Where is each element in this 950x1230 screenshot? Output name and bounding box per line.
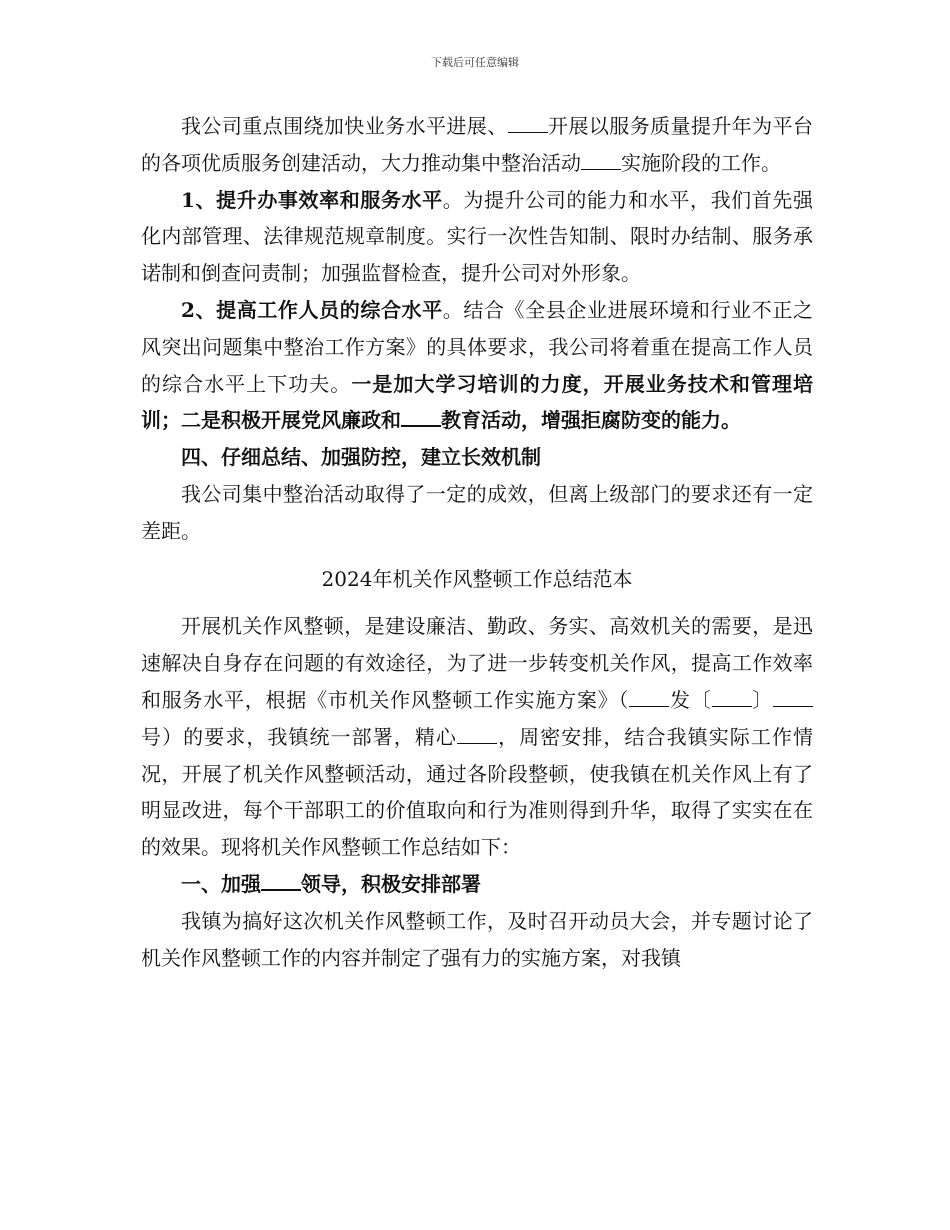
paragraph-staff: 2、提高工作人员的综合水平。结合《全县企业进展环境和行业不正之风突出问题集中整治工作方案》的具体要求，我公司将着重在提高工作人员的综合水平上下功夫。一是加大学习培训的力度，开展业务技术和管理培训；二是积极开展党风廉政和 教育活动，增强拒腐防变的能力。: [141, 297, 814, 433]
section-heading-four: 四、仔细总结、加强防控，建立长效机制: [181, 445, 541, 470]
blank-field: [773, 688, 813, 707]
paragraph-efficiency: 1、提升办事效率和服务水平。为提升公司的能力和水平，我们首先强化内部管理、法律规范规章制度。实行一次性告知制、限时办结制、服务承诺制和倒查问责制；加强监督检查，提升公司对外形象。: [141, 187, 813, 286]
document-title: 2024年机关作风整顿工作总结范本: [321, 566, 633, 591]
document-body: [141, 108, 813, 976]
blank-field: [261, 871, 301, 891]
blank-field: [508, 114, 548, 133]
paragraph-overview: 开展机关作风整顿，是建设廉洁、勤政、务实、高效机关的需要，是迅速解决自身存在问题的有效途径，为了进一步转变机关作风，提高工作效率和服务水平，根据《市机关作风整顿工作实施方案》（ 发〔 〕号）的要求，我镇统一部署，精心 ，周密安排，结合我镇实际工作情况，开展了机关作风整顿活动，通过各阶段整顿，使我镇在机关作风上有了明显改进，每个干部职工的价值取向和行为准则得到升华，取得了实实在在的效果。现将机关作风整顿工作总结如下：: [141, 614, 813, 860]
blank-field: [629, 688, 669, 707]
paragraph-mobilization: 我镇为搞好这次机关作风整顿工作，及时召开动员大会，并专题讨论了机关作风整顿工作的内容并制定了强有力的实施方案，对我镇: [141, 908, 813, 970]
page-header: 下载后可任意编辑: [431, 56, 519, 69]
paragraph-intro: 我公司重点围绕加快业务水平进展、 开展以服务质量提升年为平台的各项优质服务创建活动，大力推动集中整治活动 实施阶段的工作。: [141, 114, 814, 175]
paragraph-gap: 我公司集中整治活动取得了一定的成效，但离上级部门的要求还有一定差距。: [141, 481, 813, 543]
section-heading: 1、提升办事效率和服务水平: [181, 187, 443, 212]
section-heading: 2、提高工作人员的综合水平: [181, 297, 443, 322]
blank-field: [401, 407, 441, 427]
blank-field: [581, 151, 621, 170]
blank-field: [457, 725, 497, 744]
blank-field: [712, 688, 752, 707]
section-heading-one: 一、加强 领导，积极安排部署: [181, 871, 481, 896]
